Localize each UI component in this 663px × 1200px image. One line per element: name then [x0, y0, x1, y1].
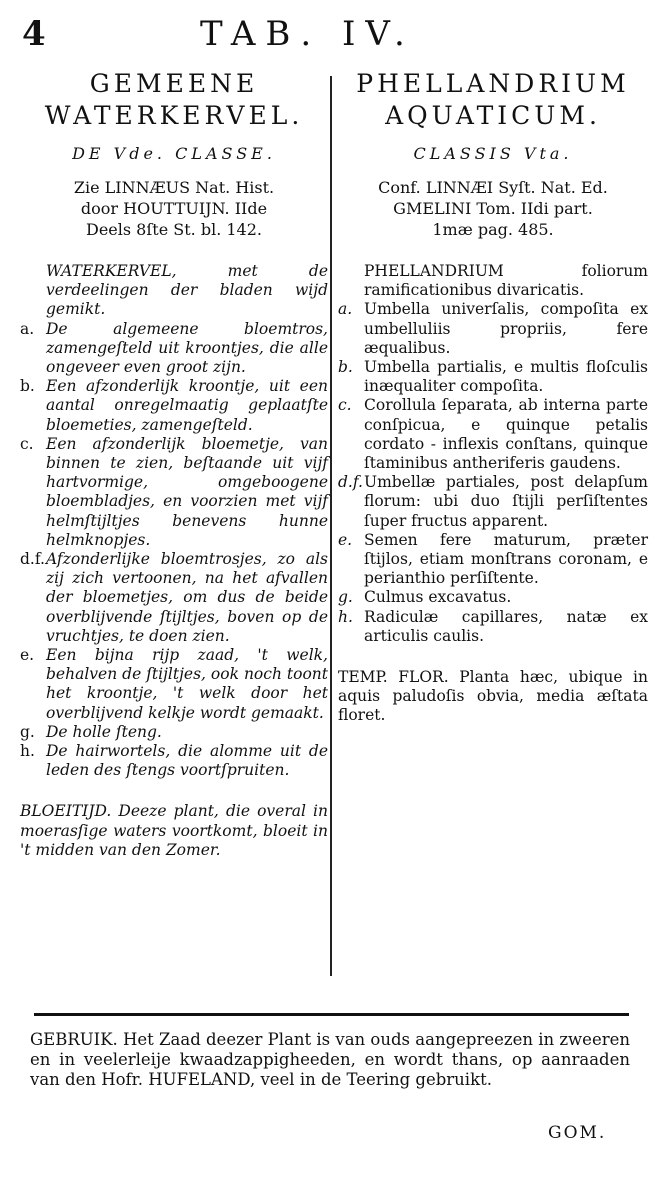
latin-entries	[338, 262, 648, 646]
entry-label: d.f.	[20, 550, 45, 569]
entry-text: WATERKERVEL, met de verdeelingen der bladen wijd gemikt.	[46, 262, 328, 319]
latin-tempus-floris: TEMP. FLOR. Planta hæc, ubique in aquis paludoſis obvia, media æſtata floret.	[338, 668, 648, 725]
entry-label: c.	[20, 434, 34, 453]
dutch-classe: DE Vde. CLASSE.	[72, 144, 276, 163]
latin-entry	[338, 300, 648, 358]
entry-text: Umbella univerſalis, compoſita ex umbelluliis propriis, fere æqualibus.	[364, 300, 648, 357]
latin-entry	[338, 262, 648, 300]
entry-label	[338, 262, 364, 300]
dutch-reference	[20, 177, 328, 240]
latin-column	[338, 68, 648, 726]
latin-reference	[338, 177, 648, 240]
entry-label: e.	[338, 530, 353, 549]
latin-reference-line: 1mæ pag. 485.	[432, 220, 554, 239]
entry-text: Umbellæ partiales, post delapſum florum: ubi duo ſtijli perſiſtentes ſuper fructus apparent.	[364, 473, 648, 530]
gebruik-paragraph: GEBRUIK. Het Zaad deezer Plant is van ouds aangepreezen in zweeren en in veelerleije kwaadzappigheeden, en wordt thans, op aanraaden van den Hofr. HUFELAND, veel in de Teering gebruikt.	[30, 1030, 630, 1089]
latin-entry	[338, 588, 648, 607]
latin-title-line-2: AQUATICUM.	[385, 101, 601, 130]
entry-label: e.	[20, 646, 35, 665]
dutch-entry	[20, 550, 328, 646]
entry-text: De algemeene bloemtros, zamengeſteld uit kroontjes, die alle ongeveer even groot zijn.	[46, 319, 328, 377]
entry-text: Een afzonderlijk bloemetje, van binnen te zien, beſtaande uit vijf hartvormige, omgeboogene bloembladjes, en voorzien met vijf helmſtijltjes benevens hunne helmknopjes.	[46, 434, 328, 549]
dutch-title-line-2: WATERKERVEL.	[44, 101, 304, 130]
page-number: 4	[22, 14, 46, 54]
entry-label: a.	[20, 319, 35, 338]
entry-label: g.	[20, 722, 35, 741]
entry-label: b.	[20, 377, 35, 396]
latin-entry	[338, 531, 648, 589]
dutch-entry	[20, 262, 328, 320]
dutch-entry	[20, 742, 328, 780]
latin-title-line-1: PHELLANDRIUM	[356, 69, 630, 98]
latin-entry	[338, 396, 648, 473]
plate-heading: TAB. IV.	[200, 14, 415, 54]
entry-text: De holle ſteng.	[46, 722, 162, 741]
entry-label: d.f.	[338, 473, 363, 492]
latin-classis: CLASSIS Vta.	[413, 144, 573, 163]
dutch-reference-line: door HOUTTUIJN. IIde	[80, 199, 268, 218]
catchword: GOM.	[548, 1123, 607, 1143]
dutch-entry	[20, 435, 328, 550]
latin-reference-line: GMELINI Tom. IIdi part.	[393, 199, 593, 218]
entry-label: g.	[338, 588, 353, 607]
entry-text: Een bijna rijp zaad, 't welk, behalven de ſtijltjes, ook noch toont het kroontje, 't welk door het overblijvend kelkje wordt gemaakt.	[46, 646, 328, 722]
entry-text: PHELLANDRIUM foliorum ramificationibus divaricatis.	[364, 262, 648, 300]
latin-reference-line: Conf. LINNÆI Syſt. Nat. Ed.	[378, 178, 608, 197]
entry-text: Semen fere maturum, præter ſtijlos, etiam monſtrans coronam, e perianthio perſiſtente.	[364, 530, 648, 588]
entry-label: h.	[20, 742, 35, 761]
entry-text: Umbella partialis, e multis floſculis inæqualiter compoſita.	[364, 358, 648, 396]
dutch-entry	[20, 320, 328, 378]
entry-text: Culmus excavatus.	[364, 588, 512, 607]
latin-entry	[338, 473, 648, 531]
footer-rule	[34, 1013, 629, 1016]
entry-label: b.	[338, 358, 353, 377]
dutch-entry	[20, 723, 328, 742]
column-divider	[330, 76, 332, 976]
entry-label: a.	[338, 300, 353, 319]
entry-text: Corollula ſeparata, ab interna parte conſpicua, e quinque petalis cordato - inflexis conſtans, quinque ſtaminibus antheriferis gaudens.	[364, 396, 648, 473]
dutch-reference-line: Zie LINNÆUS Nat. Hist.	[73, 178, 275, 197]
entry-text: Afzonderlijke bloemtrosjes, zo als zij zich vertoonen, na het afvallen der bloemetjes, om dus de beide overblijvende ſtijltjes, boven op de vruchtjes, te doen zien.	[46, 550, 328, 645]
entry-label	[20, 262, 46, 320]
dutch-column	[20, 68, 328, 860]
dutch-bloeitijd: BLOEITIJD. Deeze plant, die overal in moerasſige waters voortkomt, bloeit in 't midden van den Zomer.	[20, 802, 328, 859]
dutch-entries	[20, 262, 328, 780]
entry-text: Radiculæ capillares, natæ ex articulis caulis.	[364, 607, 648, 645]
latin-entry	[338, 358, 648, 396]
dutch-reference-line: Deels 8ſte St. bl. 142.	[86, 220, 262, 239]
entry-text: Een afzonderlijk kroontje, uit een aantal onregelmaatig geplaatſte bloemeties, zamengeſteld.	[46, 377, 328, 434]
dutch-title-line-1: GEMEENE	[89, 69, 259, 98]
dutch-entry	[20, 377, 328, 435]
entry-label: c.	[338, 396, 352, 415]
dutch-entry	[20, 646, 328, 723]
entry-text: De hairwortels, die alomme uit de leden des ſtengs voortſpruiten.	[46, 742, 328, 780]
latin-entry	[338, 608, 648, 646]
entry-label: h.	[338, 607, 353, 626]
